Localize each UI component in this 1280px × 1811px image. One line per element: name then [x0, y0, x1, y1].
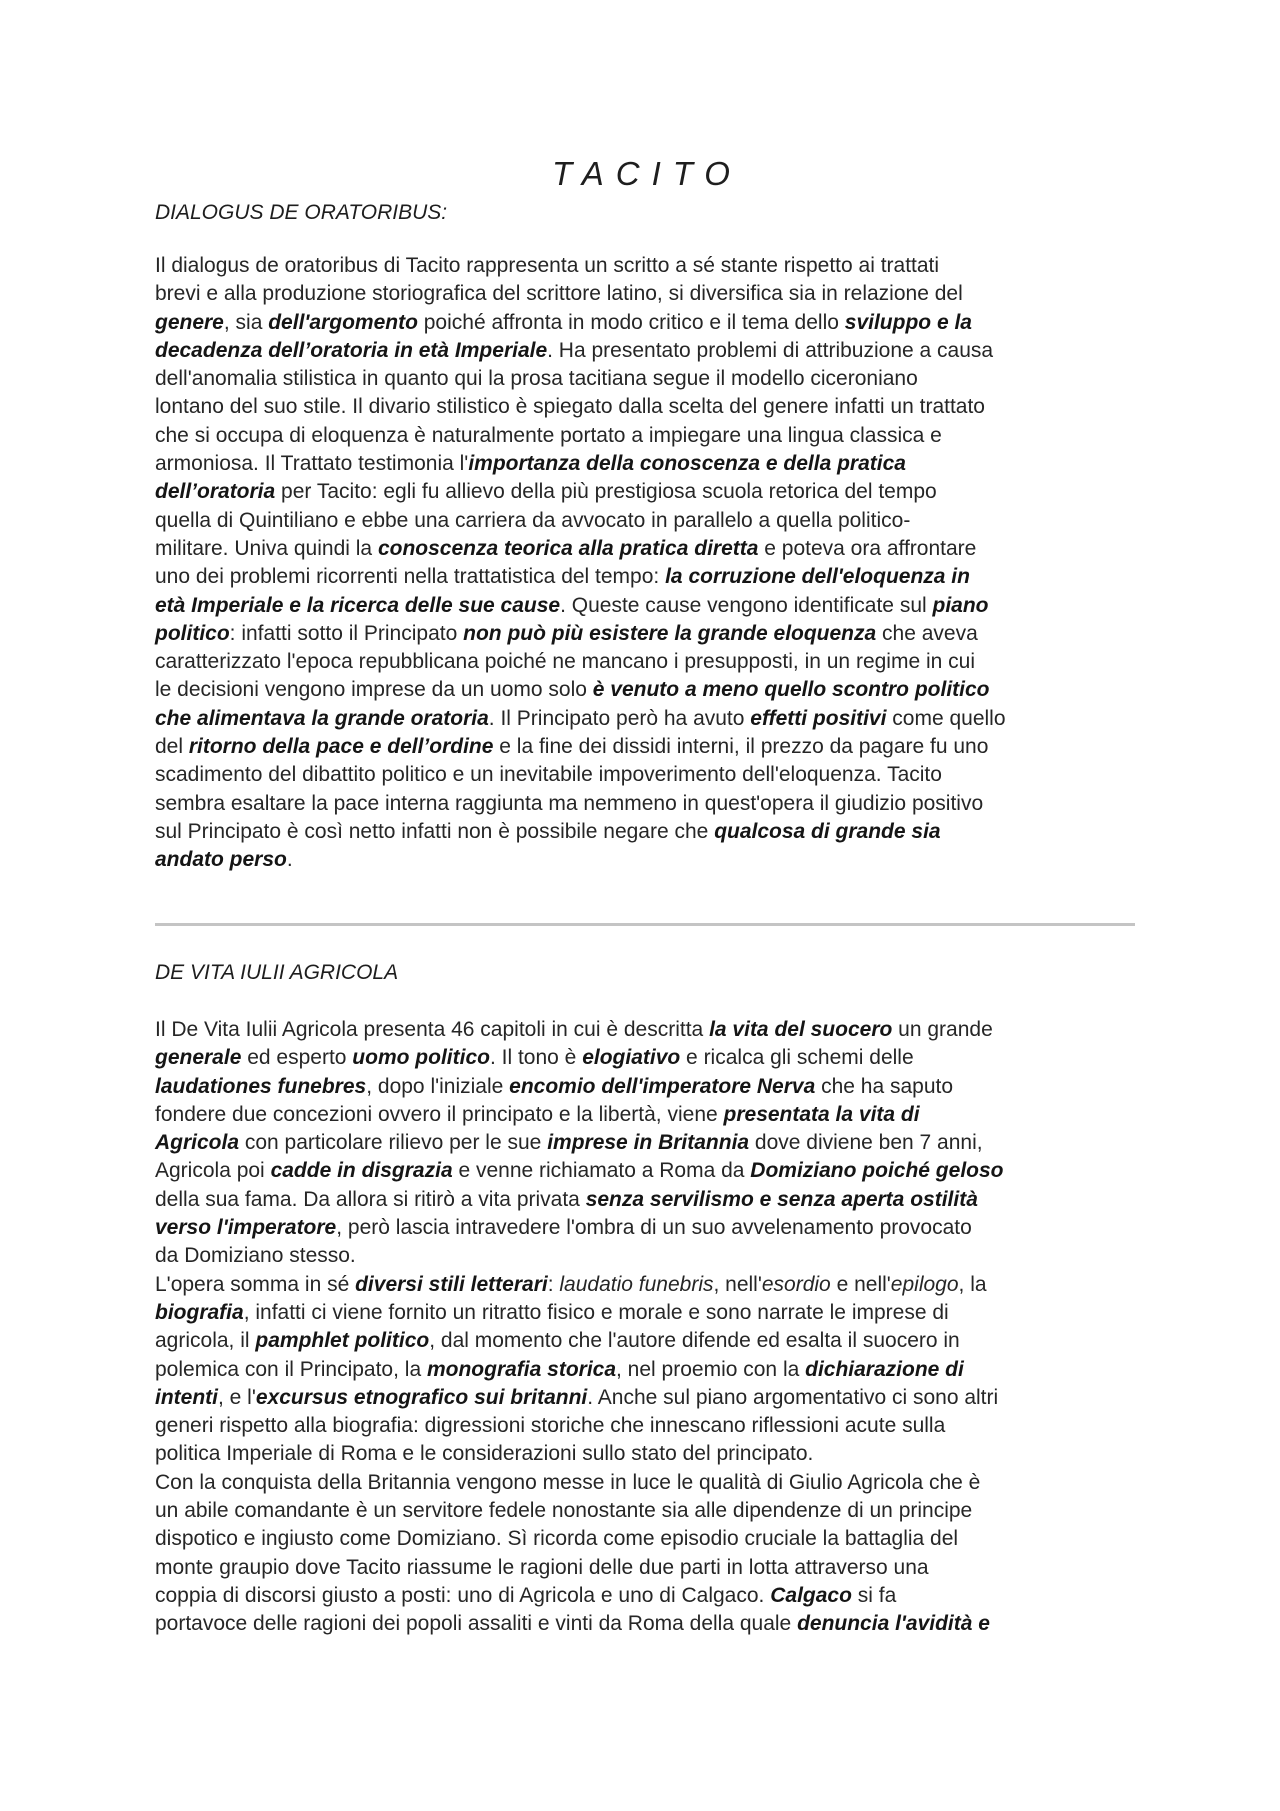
emphasis-run: la vita del suocero	[709, 1018, 893, 1041]
text-run: come quello	[886, 706, 1006, 730]
text-line	[155, 309, 1155, 337]
text-run: da Domiziano stesso.	[155, 1244, 356, 1268]
text-line	[155, 1554, 1155, 1582]
text-run: fondere due concezioni ovvero il principato e la libertà, viene	[155, 1102, 724, 1126]
text-line	[155, 450, 1155, 478]
text-run: dispotico e ingiusto come Domiziano. Sì ricorda come episodio cruciale la battaglia del	[155, 1527, 959, 1551]
text-run: e poteva ora affrontare	[758, 536, 977, 560]
text-run: caratterizzato l'epoca repubblicana poiché ne mancano i presupposti, in un regime in cui	[155, 650, 975, 674]
emphasis-run: presentata la vita di	[723, 1102, 920, 1126]
text-run: . Il tono è	[489, 1046, 583, 1070]
text-run: , nel proemio con la	[616, 1357, 806, 1381]
text-line	[155, 535, 1155, 563]
text-run: politica Imperiale di Roma e le considerazioni sullo stato del principato.	[155, 1442, 814, 1466]
text-run: dell'anomalia stilistica in quanto qui la prosa tacitiana segue il modello ciceroniano	[155, 367, 918, 391]
text-run: dove diviene ben 7 anni,	[749, 1131, 983, 1155]
text-run: scadimento del dibattito politico e un inevitabile impoverimento dell'eloquenza. Tacito	[155, 763, 942, 787]
text-line	[155, 365, 1155, 393]
emphasis-run: generale	[155, 1046, 242, 1070]
section-body	[155, 1016, 1155, 1639]
text-line	[155, 1157, 1155, 1185]
text-line	[155, 733, 1155, 761]
text-run: e venne richiamato a Roma da	[452, 1159, 751, 1183]
text-run: quella di Quintiliano e ebbe una carriera da avvocato in parallelo a quella politico-	[155, 508, 911, 532]
document-title: TACITO	[552, 155, 742, 192]
text-run: , dopo l'iniziale	[366, 1074, 510, 1098]
text-line	[155, 790, 1155, 818]
text-run: e ricalca gli schemi delle	[680, 1046, 914, 1070]
text-run: che ha saputo	[815, 1074, 954, 1098]
text-run: polemica con il Principato, la	[155, 1357, 427, 1381]
emphasis-run: è venuto a meno quello scontro politico	[592, 678, 990, 702]
text-run: : infatti sotto il Principato	[229, 621, 464, 645]
emphasis-run: biografia	[155, 1300, 244, 1324]
emphasis-run: monografia storica	[426, 1357, 617, 1381]
text-run: , infatti ci viene fornito un ritratto fisico e morale e sono narrate le imprese di	[243, 1300, 949, 1324]
emphasis-run: diversi stili letterari	[355, 1272, 548, 1296]
text-line	[155, 592, 1155, 620]
emphasis-run: qualcosa di grande sia	[714, 819, 941, 843]
text-line	[155, 1073, 1155, 1101]
text-run: . Anche sul piano argomentativo ci sono altri	[587, 1385, 999, 1409]
emphasis-run: Calgaco	[770, 1583, 852, 1607]
text-line	[155, 1016, 1155, 1044]
emphasis-run: denuncia l'avidità e	[797, 1612, 990, 1636]
text-line	[155, 1582, 1155, 1610]
text-line	[155, 1299, 1155, 1327]
text-line	[155, 1186, 1155, 1214]
text-run: . Ha presentato problemi di attribuzione a causa	[547, 338, 994, 362]
text-run: che si occupa di eloquenza è naturalmente portato a impiegare una lingua classica e	[155, 423, 942, 447]
emphasis-run: la corruzione dell'eloquenza in	[665, 565, 970, 589]
text-line	[155, 761, 1155, 789]
emphasis-run: dell'argomento	[268, 310, 418, 334]
emphasis-run: età Imperiale e la ricerca delle sue cause	[155, 593, 561, 617]
text-run: e nell'	[830, 1272, 891, 1296]
text-run: L'opera somma in sé	[155, 1272, 356, 1296]
emphasis-run: importanza della conoscenza e della pratica	[468, 452, 906, 476]
text-line	[155, 1440, 1155, 1468]
emphasis-run: non può più esistere la grande eloquenza	[463, 621, 877, 645]
emphasis-run: dichiarazione di	[805, 1357, 964, 1381]
text-line	[155, 478, 1155, 506]
section-heading: DE VITA IULII AGRICOLA	[155, 961, 399, 984]
text-line	[155, 1044, 1155, 1072]
text-line	[155, 1469, 1155, 1497]
text-run: Agricola poi	[155, 1159, 271, 1183]
text-line	[155, 563, 1155, 591]
text-line	[155, 620, 1155, 648]
text-run: brevi e alla produzione storiografica del scrittore latino, si diversifica sia in relazione del	[155, 282, 963, 306]
text-line	[155, 846, 1155, 874]
text-run: , sia	[223, 310, 269, 334]
text-line	[155, 1384, 1155, 1412]
text-run: sul Principato è così netto infatti non è possibile negare che	[155, 819, 715, 843]
text-run: . Queste cause vengono identificate sul	[560, 593, 933, 617]
italic-run: laudatio funebris	[559, 1272, 714, 1296]
emphasis-run: conoscenza teorica alla pratica diretta	[377, 536, 759, 560]
text-line	[155, 1101, 1155, 1129]
text-line	[155, 1129, 1155, 1157]
text-run: con particolare rilievo per le sue	[239, 1131, 548, 1155]
emphasis-run: sviluppo e la	[844, 310, 972, 334]
text-run: un grande	[892, 1018, 993, 1041]
text-run: portavoce delle ragioni dei popoli assaliti e vinti da Roma della quale	[155, 1612, 798, 1636]
emphasis-run: dell’oratoria	[155, 480, 276, 504]
emphasis-run: piano	[932, 593, 989, 617]
text-line	[155, 337, 1155, 365]
text-line	[155, 280, 1155, 308]
emphasis-run: Domiziano poiché geloso	[750, 1159, 1004, 1183]
text-line	[155, 818, 1155, 846]
text-run: poiché affronta in modo critico e il tema dello	[417, 310, 845, 334]
emphasis-run: intenti	[155, 1385, 218, 1409]
emphasis-run: effetti positivi	[750, 706, 887, 730]
text-run: Il De Vita Iulii Agricola presenta 46 capitoli in cui è descritta	[155, 1018, 710, 1041]
text-run: agricola, il	[155, 1329, 256, 1353]
text-line	[155, 648, 1155, 676]
emphasis-run: encomio dell'imperatore Nerva	[509, 1074, 816, 1098]
text-run: della sua fama. Da allora si ritirò a vita privata	[155, 1187, 586, 1211]
text-run: . Il Principato però ha avuto	[488, 706, 751, 730]
text-run: del	[155, 735, 189, 759]
text-run: ed esperto	[241, 1046, 353, 1070]
text-run: per Tacito: egli fu allievo della più prestigiosa scuola retorica del tempo	[275, 480, 937, 504]
text-run: generi rispetto alla biografia: digressioni storiche che innescano riflessioni acute sulla	[155, 1414, 946, 1438]
emphasis-run: decadenza dell’oratoria in età Imperiale	[155, 338, 548, 362]
text-run: militare. Univa quindi la	[155, 536, 378, 560]
text-line	[155, 1525, 1155, 1553]
emphasis-run: uomo politico	[352, 1046, 490, 1070]
text-line	[155, 705, 1155, 733]
text-run: armoniosa. Il Trattato testimonia l'	[155, 452, 469, 476]
text-line	[155, 1242, 1155, 1270]
emphasis-run: Agricola	[155, 1131, 240, 1155]
text-run: uno dei problemi ricorrenti nella trattatistica del tempo:	[155, 565, 666, 589]
text-run: le decisioni vengono imprese da un uomo solo	[155, 678, 593, 702]
text-run: monte graupio dove Tacito riassume le ragioni delle due parti in lotta attraverso una	[155, 1555, 929, 1579]
text-run: , però lascia intravedere l'ombra di un suo avvelenamento provocato	[336, 1216, 972, 1240]
text-run: un abile comandante è un servitore fedele nonostante sia alle dipendenze di un principe	[155, 1499, 973, 1523]
text-line	[155, 1214, 1155, 1242]
emphasis-run: laudationes funebres	[155, 1074, 367, 1098]
section-divider	[155, 923, 1135, 926]
text-run: Il dialogus de oratoribus di Tacito rappresenta un scritto a sé stante rispetto ai trattati	[155, 254, 940, 277]
text-line	[155, 393, 1155, 421]
text-line	[155, 507, 1155, 535]
emphasis-run: imprese in Britannia	[547, 1131, 750, 1155]
section-body	[155, 252, 1155, 875]
emphasis-run: politico	[155, 621, 230, 645]
italic-run: esordio	[761, 1272, 831, 1296]
text-line	[155, 422, 1155, 450]
text-run: , nell'	[713, 1272, 762, 1296]
text-run: :	[547, 1272, 560, 1296]
text-line	[155, 1356, 1155, 1384]
italic-run: epilogo	[890, 1272, 959, 1296]
text-line	[155, 252, 1155, 280]
emphasis-run: cadde in disgrazia	[270, 1159, 453, 1183]
text-run: coppia di discorsi giusto a posti: uno di Agricola e uno di Calgaco.	[155, 1583, 771, 1607]
text-run: lontano del suo stile. Il divario stilistico è spiegato dalla scelta del genere infatti un trattato	[155, 395, 985, 419]
emphasis-run: ritorno della pace e dell’ordine	[188, 735, 494, 759]
text-line	[155, 1327, 1155, 1355]
text-run: , e l'	[218, 1385, 256, 1409]
emphasis-run: pamphlet politico	[255, 1329, 430, 1353]
text-line	[155, 676, 1155, 704]
emphasis-run: verso l'imperatore	[155, 1216, 337, 1240]
text-line	[155, 1610, 1155, 1638]
section-heading: DIALOGUS DE ORATORIBUS:	[155, 201, 448, 224]
emphasis-run: senza servilismo e senza aperta ostilità	[585, 1187, 978, 1211]
text-run: e la fine dei dissidi interni, il prezzo da pagare fu uno	[493, 735, 989, 759]
text-run: .	[286, 848, 293, 872]
emphasis-run: excursus etnografico sui britanni	[255, 1385, 588, 1409]
text-run: che aveva	[876, 621, 978, 645]
emphasis-run: che alimentava la grande oratoria	[155, 706, 489, 730]
text-line	[155, 1412, 1155, 1440]
text-run: sembra esaltare la pace interna raggiunta ma nemmeno in quest'opera il giudizio positivo	[155, 791, 984, 815]
text-line	[155, 1271, 1155, 1299]
emphasis-run: andato perso	[155, 848, 287, 872]
emphasis-run: elogiativo	[582, 1046, 681, 1070]
text-line	[155, 1497, 1155, 1525]
text-run: , dal momento che l'autore difende ed esalta il suocero in	[429, 1329, 960, 1353]
text-run: Con la conquista della Britannia vengono messe in luce le qualità di Giulio Agricola che è	[155, 1470, 981, 1494]
text-run: , la	[958, 1272, 987, 1296]
emphasis-run: genere	[155, 310, 224, 334]
text-run: si fa	[851, 1583, 897, 1607]
